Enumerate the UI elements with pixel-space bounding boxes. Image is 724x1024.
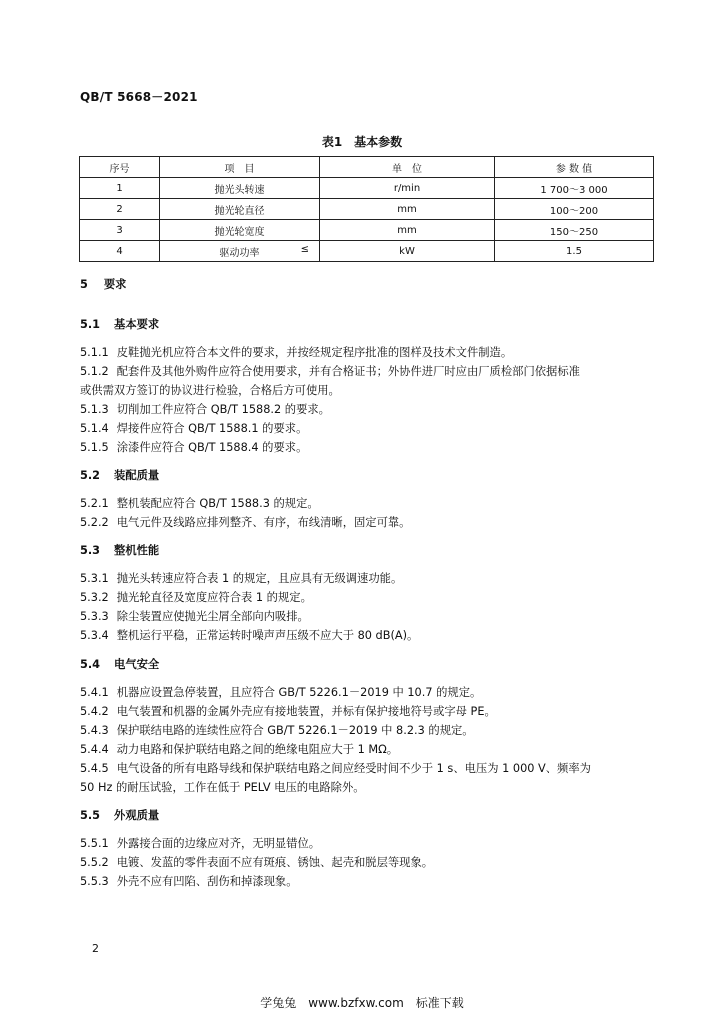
row-number: 3 [80,220,160,241]
row-item [160,220,320,241]
row-unit: kW [320,241,495,262]
clause-number: 5.1.1 [80,346,109,359]
row-item-name: 抛光头转速 [214,184,265,196]
clause-text: 动力电路和保护联结电路之间的绝缘电阻应大于 1 MΩ。 [116,743,399,756]
row-item [160,178,320,199]
row-item [160,241,320,262]
clause-number: 5.1.4 [80,422,109,435]
row-item-name: 驱动功率 [219,247,260,259]
clause [80,704,496,720]
section-title: 装配质量 [114,469,160,482]
row-unit: mm [320,199,495,220]
table-row [80,178,654,199]
row-item-name: 抛光轮宽度 [214,226,265,238]
clause-continuation: 50 Hz 的耐压试验，工作在低于 PELV 电压的电路除外。 [80,781,365,794]
clause-text: 机器应设置急停装置，且应符合 GB/T 5226.1－2019 中 10.7 的规定。 [116,686,482,699]
column-header-unit: 单 位 [320,157,495,178]
clause [80,836,320,852]
clause [80,402,330,418]
clause-text: 电气装置和机器的金属外壳应有接地装置，并标有保护接地符号或字母 PE。 [116,705,496,718]
row-value: 100～200 [495,199,654,220]
table-row [80,220,654,241]
section-number: 5.3 [80,544,101,557]
clause-text: 电气设备的所有电路导线和保护联结电路之间应经受时间不少于 1 s、电压为 1 000 V、频率为 [116,762,591,775]
table-header-row [80,157,654,178]
clause-text: 皮鞋抛光机应符合本文件的要求，并按经规定程序批准的图样及技术文件制造。 [116,346,513,359]
clause [80,761,591,777]
clause [80,515,410,531]
document-code: QB/T 5668－2021 [80,90,198,104]
clause-number: 5.1.2 [80,365,109,378]
clause-number: 5.5.1 [80,837,109,850]
clause [80,609,309,625]
clause-text: 电镀、发蓝的零件表面不应有斑痕、锈蚀、起壳和脱层等现象。 [116,856,434,869]
clause-number: 5.4.2 [80,705,109,718]
clause-number: 5.2.2 [80,516,109,529]
section-number: 5.5 [80,809,101,822]
clause-number: 5.4.3 [80,724,109,737]
clause-number: 5.4.5 [80,762,109,775]
clause [80,496,319,512]
clause-continuation: 或供需双方签订的协议进行检验，合格后方可使用。 [80,384,340,397]
clause-text: 外露接合面的边缘应对齐，无明显错位。 [116,837,321,850]
clause [80,723,474,739]
clause [80,685,481,701]
basic-parameters-table [79,156,654,262]
clause [80,364,580,380]
clause [80,421,307,437]
clause-text: 抛光头转速应符合表 1 的规定，且应具有无级调速功能。 [116,572,403,585]
row-value: 150～250 [495,220,654,241]
section-number: 5.4 [80,658,101,671]
row-value: 1.5 [495,241,654,262]
section-title: 外观质量 [114,809,160,822]
row-number: 2 [80,199,160,220]
clause [80,571,402,587]
section-number: 5 [80,278,88,291]
section-heading [80,277,126,293]
clause [80,345,512,361]
clause-text: 外壳不应有凹陷、刮伤和掉漆现象。 [116,875,298,888]
subsection-heading [80,543,159,559]
clause-text: 涂漆件应符合 QB/T 1588.4 的要求。 [116,441,308,454]
clause-text: 整机运行平稳，正常运转时噪声声压级不应大于 80 dB(A)。 [116,629,419,642]
clause-number: 5.1.3 [80,403,109,416]
subsection-heading [80,657,159,673]
section-title: 要求 [103,278,127,291]
clause-number: 5.4.1 [80,686,109,699]
clause [80,874,298,890]
clause-text: 配套件及其他外购件应符合使用要求，并有合格证书；外协件进厂时应由厂质检部门依据标准 [116,365,580,378]
clause-number: 5.3.2 [80,591,109,604]
row-value: 1 700～3 000 [495,178,654,199]
column-header-no: 序号 [80,157,160,178]
row-item [160,199,320,220]
column-header-value: 参 数 值 [495,157,654,178]
clause [80,440,307,456]
column-header-item: 项 目 [160,157,320,178]
clause-text: 电气元件及线路应排列整齐、有序，布线清晰，固定可靠。 [116,516,411,529]
section-number: 5.2 [80,469,101,482]
clause-text: 整机装配应符合 QB/T 1588.3 的规定。 [116,497,319,510]
row-number: 1 [80,178,160,199]
row-number: 4 [80,241,160,262]
clause-text: 焊接件应符合 QB/T 1588.1 的要求。 [116,422,308,435]
row-unit: mm [320,220,495,241]
clause-number: 5.1.5 [80,441,109,454]
clause [80,742,398,758]
clause-number: 5.3.4 [80,629,109,642]
clause-text: 抛光轮直径及宽度应符合表 1 的规定。 [116,591,312,604]
row-unit: r/min [320,178,495,199]
subsection-heading [80,468,159,484]
clause [80,628,418,644]
clause-number: 5.5.2 [80,856,109,869]
table-caption: 表1 基本参数 [321,135,403,149]
section-title: 电气安全 [114,658,160,671]
section-number: 5.1 [80,318,101,331]
clause-number: 5.3.1 [80,572,109,585]
section-title: 基本要求 [114,318,160,331]
table-row [80,199,654,220]
clause-number: 5.2.1 [80,497,109,510]
clause-text: 切削加工件应符合 QB/T 1588.2 的要求。 [116,403,330,416]
clause-number: 5.4.4 [80,743,109,756]
clause-text: 保护联结电路的连续性应符合 GB/T 5226.1－2019 中 8.2.3 的规定。 [116,724,474,737]
clause-number: 5.5.3 [80,875,109,888]
subsection-heading [80,317,159,333]
subsection-heading [80,808,159,824]
table-row [80,241,654,262]
clause-number: 5.3.3 [80,610,109,623]
row-item-name: 抛光轮直径 [214,205,265,217]
row-item-symbol: ≤ [300,244,309,255]
section-title: 整机性能 [114,544,160,557]
page-number: 2 [92,942,99,955]
footer-watermark: 学兔兔 www.bzfxw.com 标准下载 [260,996,464,1010]
clause-text: 除尘装置应使抛光尘屑全部向内吸排。 [116,610,309,623]
clause [80,855,433,871]
clause [80,590,312,606]
